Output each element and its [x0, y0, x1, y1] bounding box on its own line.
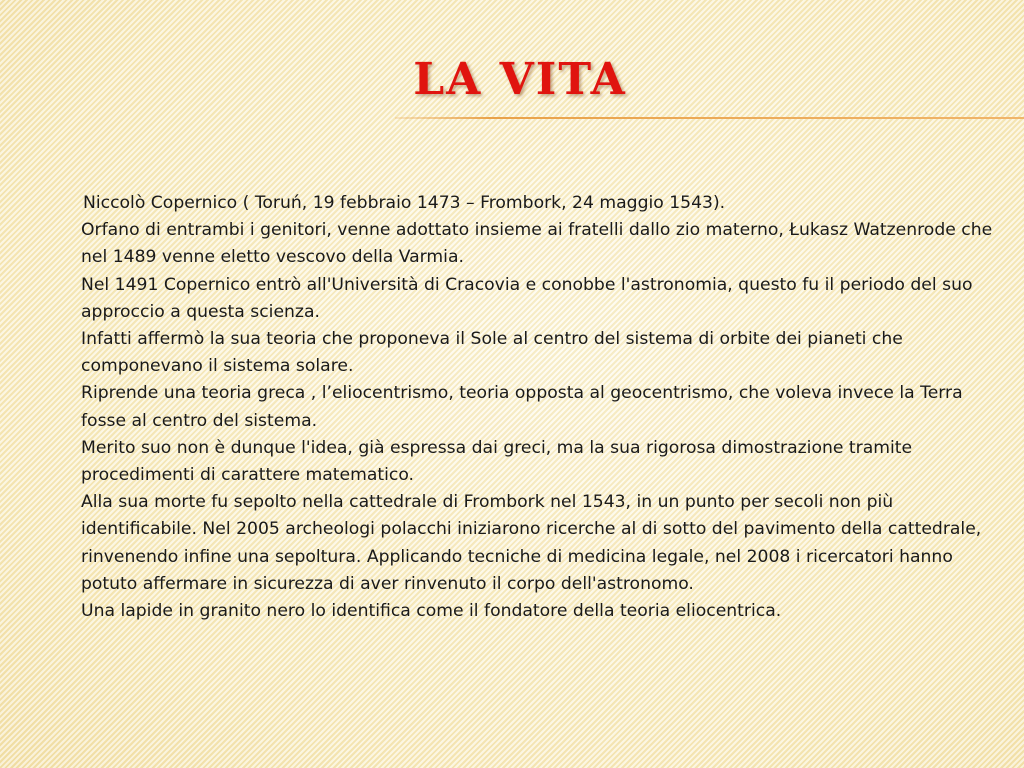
paragraph-merit: Merito suo non è dunque l'idea, già espressa dai greci, ma la sua rigorosa dimostrazione tramite procedimenti di carattere matematico. [81, 437, 913, 486]
slide-title: LA VITA [413, 54, 627, 105]
title-divider [395, 117, 1024, 119]
paragraph-heliocentrism: Riprende una teoria greca , l’eliocentrismo, teoria opposta al geocentrismo, che voleva invece la Terra fosse al centro del sistema. [81, 383, 963, 431]
paragraph-orphan: Orfano di entrambi i genitori, venne adottato insieme ai fratelli dallo zio materno, Łukasz Watzenrode che nel 1489 venne eletto vescovo della Varmia. [81, 220, 993, 268]
paragraph-birth: Niccolò Copernico ( Toruń, 19 febbraio 1473 – Frombork, 24 maggio 1543). [83, 193, 726, 213]
paragraph-theory: Infatti affermò la sua teoria che proponeva il Sole al centro del sistema di orbite dei pianeti che componevano il sistema solare. [81, 329, 903, 377]
paragraph-university: Nel 1491 Copernico entrò all'Università di Cracovia e conobbe l'astronomia, questo fu il periodo del suo approccio a questa scienza. [81, 274, 973, 322]
slide-body [81, 190, 1011, 625]
paragraph-burial: Alla sua morte fu sepolto nella cattedrale di Frombork nel 1543, in un punto per secoli non più identificabile. Nel 2005 archeologi polacchi iniziarono ricerche al di sotto del pavimento della cattedrale, rinvenendo infine una sepoltura. Applicando tecniche di medicina legale, nel 2008 i ricercatori hanno potuto affermare in sicurezza di aver rinvenuto il corpo dell'astronomo. [81, 492, 982, 594]
paragraph-gravestone: Una lapide in granito nero lo identifica come il fondatore della teoria eliocentrica. [81, 601, 782, 622]
